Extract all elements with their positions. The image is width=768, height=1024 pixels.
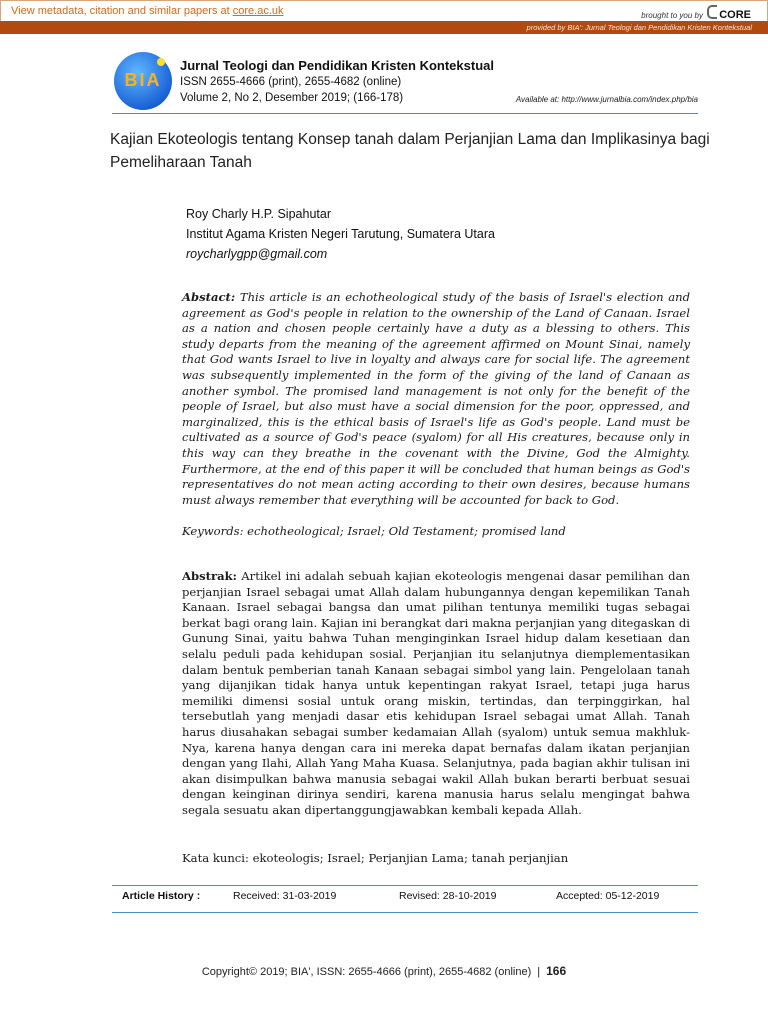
article-history-label: Article History : — [122, 890, 201, 902]
accepted-date: Accepted: 05-12-2019 — [556, 890, 660, 902]
page-number: 166 — [546, 964, 567, 978]
journal-logo — [114, 52, 172, 110]
core-link[interactable]: core.ac.uk — [232, 5, 284, 17]
abstrak-text: Artikel ini adalah sebuah kajian ekoteologis mengenai dasar pemilihan dan perjanjian Israel sebagai umat Allah dalam hubungannya dengan kepemilikan Tanah Kanaan. Israel sebagai bangsa dan umat pilihan tentunya memiliki tugas sebagai berkat bagi orang lain. Kajian ini berangkat dari makna perjanjian yang ditegaskan di Gunung Sinai, yaitu bahwa Tuhan menginginkan Israel hidup dalam kesetiaan dan selalu peduli pada kehidupan sosial. Perjanjian itu selanjutnya diemplementasikan dalam bentuk pemberian tanah Kanaan sebagai simbol yang lain. Pengelolaan tanah yang dijanjikan tidak hanya untuk kepentingan rakyat Israel, tetapi juga harus memiliki dimensi sosial untuk orang miskin, tertindas, dan terpinggirkan, hal tersebutlah yang menjadi dasar etis kehidupan Israel sebagai umat Allah. Tanah harus diusahakan sebagai sumber kedamaian Allah (syalom) untuk semua makhluk-Nya, karena hanya dengan cara ini mereka dapat bernafas dalam ikatan perjanjian dengan yang Ilahi, Allah Yang Maha Kuasa. Selanjutnya, pada bagian akhir tulisan ini akan disimpulkan bahwa manusia sebagai wakil Allah bukan berarti berbuat sesuai dengan keinginan dirinya sendiri, karena manusia harus selalu mengingat bahwa segala sesuatu akan dipertanggungjawabkan kembali kepada Allah. — [182, 569, 690, 817]
keywords-en: Keywords: echotheological; Israel; Old Testament; promised land — [182, 524, 566, 538]
footer-copyright: Copyright© 2019; BIA', ISSN: 2655-4666 (print), 2655-4682 (online) — [201, 966, 532, 978]
core-logo-icon — [707, 5, 717, 19]
author-affiliation: Institut Agama Kristen Negeri Tarutung, Sumatera Utara — [186, 227, 495, 241]
history-bottom-rule — [112, 912, 698, 913]
footer-separator: | — [537, 966, 541, 978]
abstract-label: Abstact: — [182, 290, 236, 304]
page-footer — [0, 964, 768, 978]
core-logo — [707, 9, 751, 21]
journal-name: Jurnal Teologi dan Pendidikan Kristen Kontekstual — [180, 58, 494, 73]
paper-title: Kajian Ekoteologis tentang Konsep tanah dalam Perjanjian Lama dan Implikasinya bagi Pemeliharaan Tanah — [110, 131, 710, 171]
abstract-id — [182, 569, 690, 819]
revised-date: Revised: 28-10-2019 — [399, 890, 497, 902]
brought-by-text: brought to you by — [641, 11, 703, 20]
abstrak-label: Abstrak: — [182, 569, 237, 583]
author-name: Roy Charly H.P. Sipahutar — [186, 207, 331, 221]
core-metadata-text — [11, 5, 284, 17]
available-at-link[interactable]: Available at: http://www.jurnalbia.com/index.php/bia — [515, 95, 698, 104]
abstract-en — [182, 290, 690, 508]
history-top-rule — [112, 885, 698, 886]
logo-star-icon — [157, 58, 165, 66]
header-divider — [112, 113, 698, 114]
core-bar — [0, 0, 768, 21]
abstract-text: This article is an echotheological study of the basis of Israel's election and agreement as God's people in relation to the ownership of the Land of Canaan. Israel as a nation and chosen people certainly have a duty as a blessing to others. This study departs from the meaning of the agreement affirmed on Mount Sinai, namely that God wants Israel to live in loyalty and always care for social life. The agreement was subsequently implemented in the form of the giving of the land of Canaan as another symbol. The promised land management is not only for the benefit of the people of Israel, but also must have a social dimension for the poor, oppressed, and marginalized, this is the ethical basis of Israel's life as God's people. Land must be cultivated as a source of God's peace (syalom) for all His creatures, because only in this way can they breathe in the covenant with the Divine, God the Almighty. Furthermore, at the end of this paper it will be concluded that human beings as God's representatives do not mean acting according to their own desires, because humans must always remember that everything will be accounted for back to God. — [182, 290, 690, 507]
author-block — [186, 204, 495, 264]
keywords-id: Kata kunci: ekoteologis; Israel; Perjanjian Lama; tanah perjanjian — [182, 851, 569, 865]
received-date: Received: 31-03-2019 — [233, 890, 337, 902]
journal-logo-text: BIA — [124, 70, 162, 90]
journal-volume: Volume 2, No 2, Desember 2019; (166-178) — [180, 92, 404, 104]
metadata-text: View metadata, citation and similar papers at — [11, 5, 233, 17]
core-brought-by[interactable] — [641, 5, 751, 21]
journal-issn: ISSN 2655-4666 (print), 2655-4682 (online) — [180, 76, 402, 88]
author-email[interactable]: roycharlygpp@gmail.com — [186, 247, 328, 261]
core-logo-label: CORE — [719, 9, 751, 21]
provided-by-text: provided by BIA': Jurnal Teologi dan Pendidikan Kristen Kontekstual — [526, 23, 752, 32]
provided-by-bar — [0, 21, 768, 34]
